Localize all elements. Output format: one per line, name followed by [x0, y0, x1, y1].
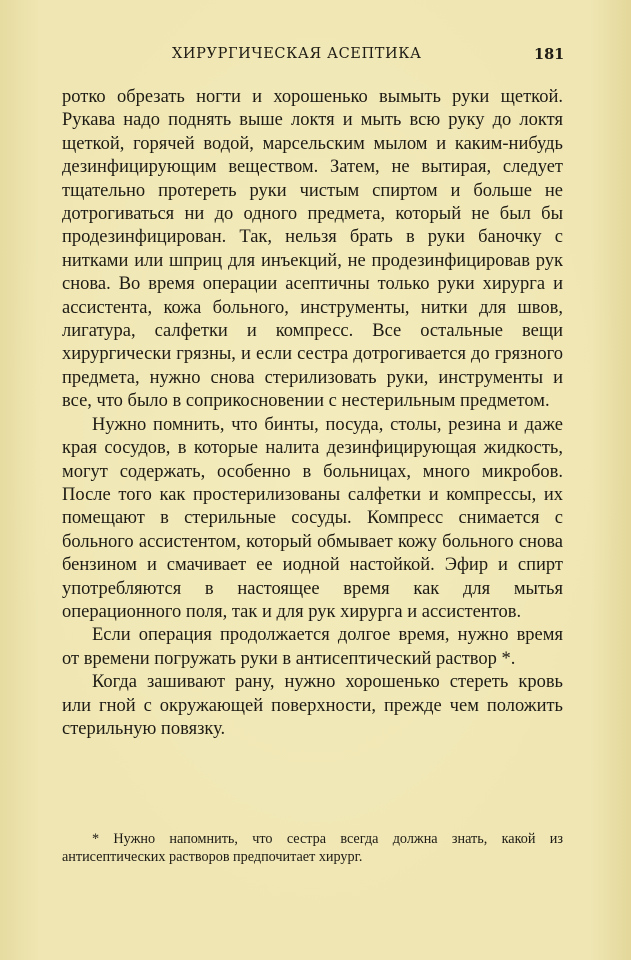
paragraph-4: Когда зашивают рану, нужно хорошенько стереть кровь или гной с окружающей поверхности, прежде чем положить стерильную повязку. — [62, 672, 563, 739]
paragraph-3: Если операция продолжается долгое время, нужно время от времени погружать руки в антисептический раствор *. — [62, 625, 563, 669]
running-title: ХИРУРГИЧЕСКАЯ АСЕПТИКА — [172, 46, 422, 62]
running-header — [0, 46, 631, 68]
body-text — [62, 86, 563, 741]
paragraph-2: Нужно помнить, что бинты, посуда, столы, резина и даже края сосудов, в которые налита дезинфицирующая жидкость, могут содержать, особенно в больницах, много микробов. После того как простерилизованы салфетки и компрессы, их помещают в стерильные сосуды. Компресс снимается с больного ассистентом, который обмывает кожу больного снова бензином и смачивает ее иодной настойкой. Эфир и спирт употребляются в настоящее время как для мытья операционного поля, так и для рук хирурга и ассистентов. — [62, 414, 563, 622]
page-number: 181 — [534, 46, 565, 63]
paragraph-1: ротко обрезать ногти и хорошенько вымыть руки щеткой. Рукава надо поднять выше локтя и мыть всю руку до локтя щеткой, горячей водой, марсельским мылом и каким-нибудь дезинфицирующим веществом. Затем, не вытирая, следует тщательно протереть руки чистым спиртом и больше не дотрогиваться ни до одного предмета, который не был бы продезинфицирован. Так, нельзя брать в руки баночку с нитками или шприц для инъекций, не продезинфицировав рук снова. Во время операции асептичны только руки хирурга и ассистента, кожа больного, инструменты, нитки для швов, лигатура, салфетки и компресс. Все остальные вещи хирургически грязны, и если сестра дотрогивается до грязного предмета, нужно снова стерилизовать руки, инструменты и все, что было в соприкосновении с нестерильным предметом. — [62, 87, 563, 412]
footnote: * Нужно напомнить, что сестра всегда должна знать, какой из антисептических растворов предпочитает хирург. — [62, 831, 563, 865]
